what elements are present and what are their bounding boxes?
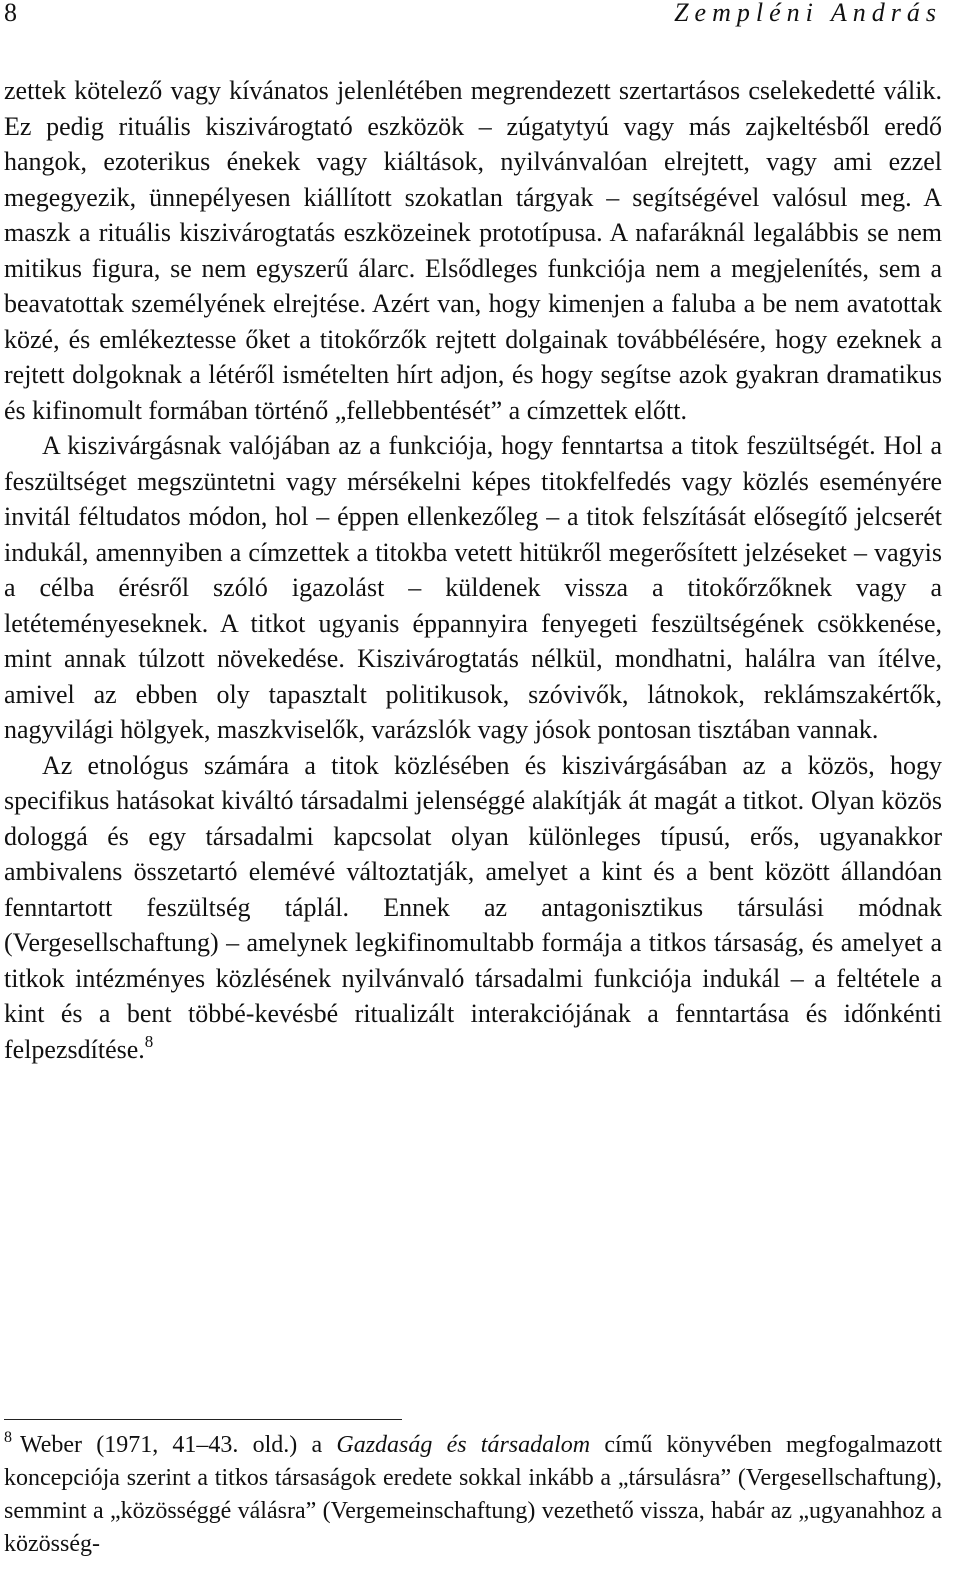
running-header [4,0,942,34]
paragraph-text: zettek kötelező vagy kívánatos jelenlétében megrendezett szertartásos cselekedetté válik. Ez pedig rituális kiszivárogtató eszközök – zúgatytyú vagy más zajkeltésből eredő hangok, ezoterikus énekek vagy kiáltások, nyilvánvalóan elrejtett, vagy ami ezzel megegyezik, ünnepélyesen kiállított szokatlan tárgyak – segítségével valósul meg. A maszk a rituális kiszivárogtatás eszközeinek prototípusa. A nafaráknál legalábbis se nem mitikus figura, se nem egyszerű álarc. Elsődleges funkciója nem a megjelenítés, sem a beavatottak személyének elrejtése. Azért van, hogy kimenjen a faluba a be nem avatottak közé, és emlékeztesse őket a titokőrzők rejtett dolgainak továbbélésére, hogy ezeknek a rejtett dolgoknak a létéről ismételten hírt adjon, és hogy segítse azok gyakran dramatikus és kifinomult formában történő „fellebbentését” a címzettek előtt. [4,76,942,425]
footnote-text: Weber (1971, 41–43. old.) a [20,1432,337,1458]
running-header-author: Zempléni András [674,0,942,27]
paragraph-text: A kiszivárgásnak valójában az a funkciója, hogy fenntartsa a titok feszültségét. Hol a feszültséget megszüntetni vagy mérsékelni képes titokfelfedés vagy közlés eseményére invitál féltudatos módon, hol – éppen ellenkezőleg – a titok felszítását elősegítő jelcserét indukál, amennyiben a címzettek a titokba vetett hitükről megerősített jelzéseket – vagyis a célba érésről szóló igazolást – küldenek vissza a titokőrzőknek vagy a letéteményeseknek. A titkot ugyanis éppannyira fenyegeti feszültségének csökkenése, mint annak túlzott növekedése. Kiszivárogtatás nélkül, mondhatni, halálra van ítélve, amivel az ebben oly tapasztalt politikusok, szóvivők, látnokok, reklámszakértők, nagyvilági hölgyek, maszkviselők, varázslók vagy jósok pontosan tisztában vannak. [4,431,942,744]
footnote-separator [4,1419,402,1420]
document-page [4,0,942,1557]
footnote-marker: 8 [4,1429,12,1446]
paragraph-text: Az etnológus számára a titok közlésében és kiszivárgásában az a közös, hogy specifikus hatásokat kiváltó társadalmi jelenséggé alakítják át magát a titkot. Olyan közös dologgá és egy társadalmi kapcsolat olyan különleges típusú, erős, ugyanakkor ambivalens összetartó elemévé változtatják, amelyet a kint és a bent között állandóan fenntartott feszültség táplál. Ennek az antagonisztikus társulási módnak (Vergesellschaftung) – amelynek legkifinomultabb formája a titkos társaság, és amelyet a titkok intézményes közlésének nyilvánvaló társadalmi funkciója indukál – a feltétele a kint és a bent többé-kevésbé ritualizált interakciójának a fenntartása és időnkénti felpezsdítése. [4,750,942,1064]
footnote-text: című könyvében megfogalmazott koncepciója szerint a titkos társaságok eredete sokkal inkább a „társulásra” (Vergesellschaftung), semmint a „közösséggé válásra” (Vergemeinschaftung) vezethető vissza, habár az „ugyanahhoz a közösség- [4,1432,942,1557]
body-paragraph [4,73,942,428]
body-paragraph [4,748,942,1068]
footnote-book-title: Gazdaság és társadalom [336,1432,591,1458]
footnote-reference: 8 [144,1031,154,1051]
page-number: 8 [4,0,17,27]
body-text [4,73,942,1067]
body-paragraph [4,428,942,748]
footnote [4,1429,942,1561]
